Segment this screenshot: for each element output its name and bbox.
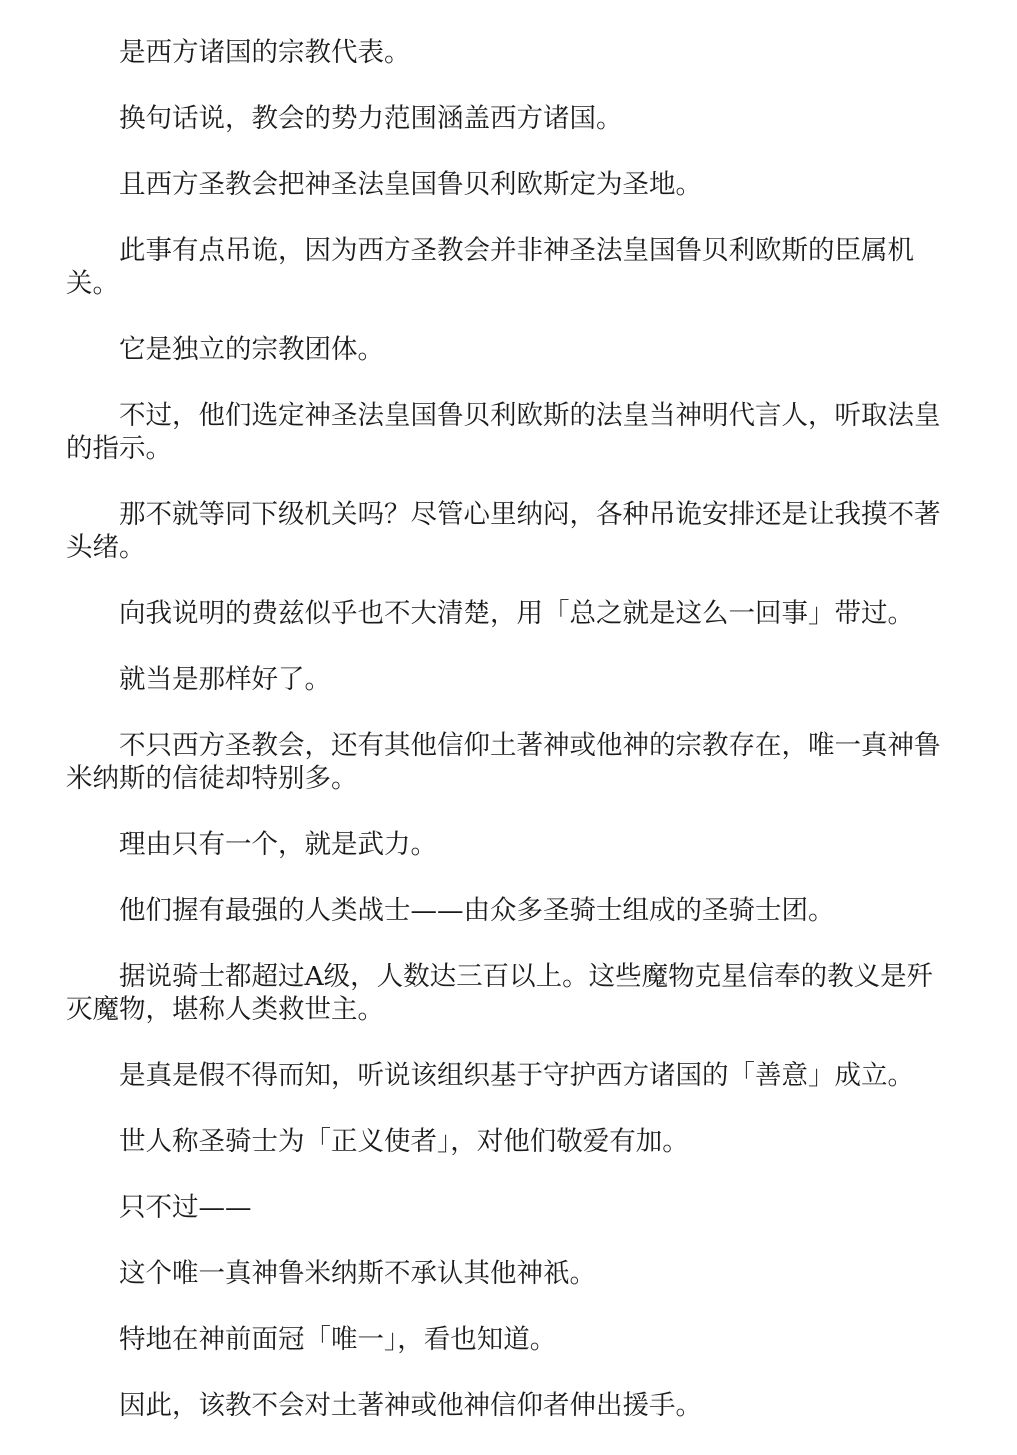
paragraph: 他们握有最强的人类战士——由众多圣骑士组成的圣骑士团。 (119, 895, 835, 926)
paragraph: 是西方诸国的宗教代表。 (119, 37, 411, 68)
body-text (66, 36, 946, 1455)
paragraph: 此事有点吊诡，因为西方圣教会并非神圣法皇国鲁贝利欧斯的臣属机关。 (66, 235, 914, 299)
paragraph: 就当是那样好了。 (119, 664, 331, 695)
paragraph: 是真是假不得而知，听说该组织基于守护西方诸国的「善意」成立。 (119, 1060, 914, 1091)
paragraph: 向我说明的费兹似乎也不大清楚，用「总之就是这么一回事」带过。 (119, 598, 914, 629)
paragraph: 那不就等同下级机关吗？尽管心里纳闷，各种吊诡安排还是让我摸不著头绪。 (66, 499, 941, 563)
paragraph: 只不过—— (119, 1192, 252, 1223)
paragraph: 换句话说，教会的势力范围涵盖西方诸国。 (119, 103, 623, 134)
paragraph: 特地在神前面冠「唯一」，看也知道。 (119, 1324, 557, 1355)
paragraph: 且西方圣教会把神圣法皇国鲁贝利欧斯定为圣地。 (119, 169, 702, 200)
paragraph: 这个唯一真神鲁米纳斯不承认其他神祇。 (119, 1258, 596, 1289)
paragraph: 因此，该教不会对土著神或他神信仰者伸出援手。 (119, 1390, 702, 1421)
paragraph: 世人称圣骑士为「正义使者」，对他们敬爱有加。 (119, 1126, 689, 1157)
paragraph: 它是独立的宗教团体。 (119, 334, 384, 365)
paragraph: 理由只有一个，就是武力。 (119, 829, 437, 860)
paragraph: 据说骑士都超过A级，人数达三百以上。这些魔物克星信奉的教义是歼灭魔物，堪称人类救世主。 (66, 961, 934, 1025)
paragraph: 不只西方圣教会，还有其他信仰土著神或他神的宗教存在，唯一真神鲁米纳斯的信徒却特别多。 (66, 730, 941, 794)
paragraph: 不过，他们选定神圣法皇国鲁贝利欧斯的法皇当神明代言人，听取法皇的指示。 (66, 400, 941, 464)
